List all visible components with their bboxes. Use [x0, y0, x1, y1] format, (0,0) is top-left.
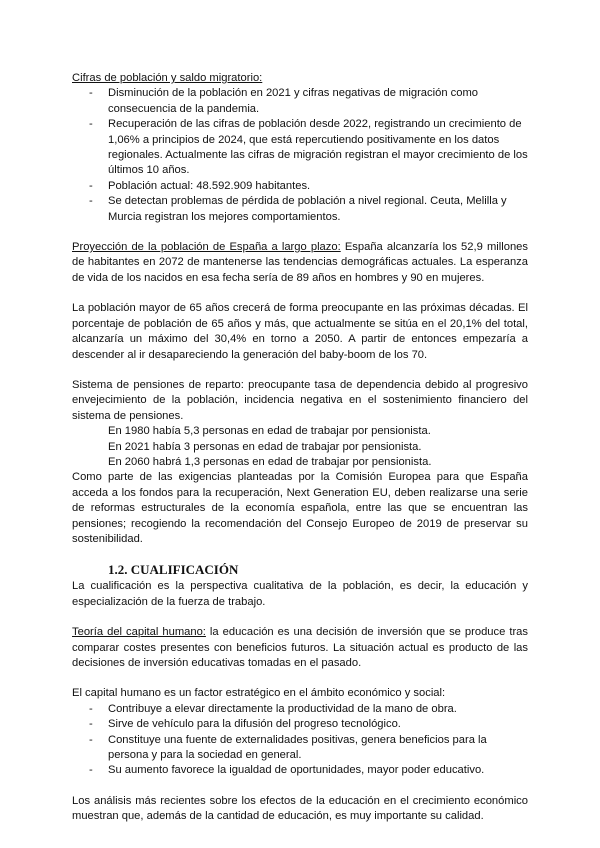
pension-ratio-line: En 1980 había 5,3 personas en edad de trabajar por pensionista. — [108, 425, 431, 438]
list-item: - Sirve de vehículo para la difusión del progreso tecnológico. — [72, 717, 528, 732]
capital-intro: El capital humano es un factor estratégico en el ámbito económico y social: — [72, 687, 446, 700]
dash-marker: - — [89, 718, 93, 731]
document-page — [72, 71, 528, 825]
list-item: - Se detectan problemas de pérdida de población a nivel regional. Ceuta, Melilla y Murcia registran los mejores comportamientos. — [89, 195, 507, 223]
capital-list — [72, 702, 528, 779]
dash-marker: - — [89, 118, 93, 131]
population-heading: Cifras de población y saldo migratorio: — [72, 72, 263, 84]
list-item: - Constituye una fuente de externalidades positivas, genera beneficios para la persona y para la sociedad en general. — [89, 733, 487, 762]
dash-marker: - — [89, 702, 93, 715]
dash-marker: - — [89, 87, 93, 100]
projection-paragraph: Proyección de la población de España a largo plazo: España alcanzaría los 52,9 millones de habitantes en 2072 de mantenerse las tendencias demográficas actuales. La esperanza de vida de los nacidos en esa fecha sería de 89 años en hombres y 90 en mujeres. — [72, 241, 528, 284]
list-item: - Población actual: 48.592.909 habitantes. — [72, 179, 528, 194]
pension-ratio-line: En 2060 habrá 1,3 personas en edad de trabajar por pensionista. — [108, 455, 432, 468]
projection-label: Proyección de la población de España a largo plazo: — [72, 241, 341, 254]
list-item: - Su aumento favorece la igualdad de oportunidades, mayor poder educativo. — [72, 763, 528, 778]
closing-paragraph: Los análisis más recientes sobre los efectos de la educación en el crecimiento económico muestran que, además de la cantidad de educación, es muy importante su calidad. — [72, 794, 528, 823]
list-item: - Contribuye a elevar directamente la productividad de la mano de obra. — [72, 702, 528, 717]
section-heading: 1.2. CUALIFICACIÓN — [108, 562, 239, 578]
theory-label: Teoría del capital humano: — [72, 626, 206, 639]
pension-ratio-line: En 2021 había 3 personas en edad de trabajar por pensionista. — [108, 440, 422, 453]
dash-marker: - — [89, 179, 93, 192]
list-item: - Recuperación de las cifras de población desde 2022, registrando un crecimiento de 1,06% a principios de 2024, que está repercutiendo positivamente en los datos regionales. Actualmente las cifras de migración registran el mayor crecimiento de los últimos 10 años. — [89, 118, 528, 177]
theory-paragraph: Teoría del capital humano: la educación es una decisión de inversión que se produce tras comparar costes presentes con beneficios futuros. La situación actual es producto de las decisiones de inversión educativas tomadas en el pasado. — [72, 626, 528, 669]
dash-marker: - — [89, 733, 93, 746]
eu-paragraph: Como parte de las exigencias planteadas por la Comisión Europea para que España acceda a los fondos para la recuperación, Next Generation EU, deben realizarse una serie de reformas estructurales de la economía española, entre las que se encuentran las pensiones; recogiendo la recomendación del Consejo Europeo de 2019 de preservar su sostenibilidad. — [72, 471, 528, 545]
dash-marker: - — [89, 764, 93, 777]
population-list — [72, 86, 528, 225]
aging-paragraph: La población mayor de 65 años crecerá de forma preocupante en las próximas décadas. El porcentaje de población de 65 años y más, que actualmente se sitúa en el 20,1% del total, alcanzaría un máximo del 30,4% en torno a 2050. A partir de entonces empezaría a descender al ir desapareciendo la generación del baby-boom de los 70. — [72, 302, 528, 361]
pensions-paragraph: Sistema de pensiones de reparto: preocupante tasa de dependencia debido al progresivo envejecimiento de la población, incidencia negativa en el sostenimiento financiero del sistema de pensiones. — [72, 378, 528, 422]
list-item: - Disminución de la población en 2021 y cifras negativas de migración como consecuencia de la pandemia. — [89, 87, 479, 115]
dash-marker: - — [89, 195, 93, 208]
qualification-intro: La cualificación es la perspectiva cualitativa de la población, es decir, la educación y especialización de la fuerza de trabajo. — [72, 580, 528, 608]
